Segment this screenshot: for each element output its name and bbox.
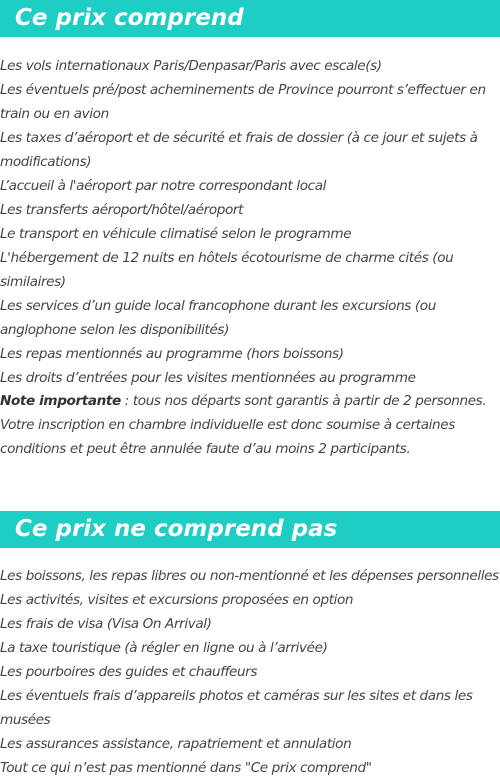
list-item: Les éventuels frais d’appareils photos et caméras sur les sites et dans les musées <box>0 688 473 728</box>
list-item: Tout ce qui n’est pas mentionné dans "Ce prix comprend" <box>0 760 372 776</box>
list-item: Les services d’un guide local francophone durant les excursions (ou anglophone selon les disponibilités) <box>0 298 436 338</box>
list-item: Les boissons, les repas libres ou non-mentionné et les dépenses personnelles <box>0 568 499 584</box>
list-item: La taxe touristique (à régler en ligne ou à l’arrivée) <box>0 640 328 656</box>
list-item: Les droits d’entrées pour les visites mentionnées au programme <box>0 370 416 386</box>
list-item: L'hébergement de 12 nuits en hôtels écotourisme de charme cités (ou similaires) <box>0 250 454 290</box>
list-item: Les pourboires des guides et chauffeurs <box>0 664 258 680</box>
list-item: Les assurances assistance, rapatriement et annulation <box>0 736 352 752</box>
list-item: Le transport en véhicule climatisé selon le programme <box>0 226 352 242</box>
important-note-label: Note importante <box>0 393 121 409</box>
list-item: Les repas mentionnés au programme (hors boissons) <box>0 346 344 362</box>
list-item: Les transferts aéroport/hôtel/aéroport <box>0 202 244 218</box>
list-item: Les vols internationaux Paris/Denpasar/Paris avec escale(s) <box>0 58 382 74</box>
included-section-title: Ce prix comprend <box>0 0 500 37</box>
list-item: Les activités, visites et excursions proposées en option <box>0 592 354 608</box>
list-item: L’accueil à l'aéroport par notre correspondant local <box>0 178 327 194</box>
list-item: Les frais de visa (Visa On Arrival) <box>0 616 212 632</box>
included-list <box>0 54 500 390</box>
important-note <box>0 389 500 461</box>
important-note-text: : tous nos départs sont garantis à partir de 2 personnes. Votre inscription en chambre individuelle est donc soumise à certaines conditions et peut être annulée faute d’au moins 2 participants. <box>0 393 487 457</box>
list-item: Les taxes d’aéroport et de sécurité et frais de dossier (à ce jour et sujets à modifications) <box>0 130 478 170</box>
list-item: Les éventuels pré/post acheminements de Province pourront s’effectuer en train ou en avion <box>0 82 486 122</box>
excluded-section-title: Ce prix ne comprend pas <box>0 511 500 548</box>
excluded-list <box>0 564 500 780</box>
